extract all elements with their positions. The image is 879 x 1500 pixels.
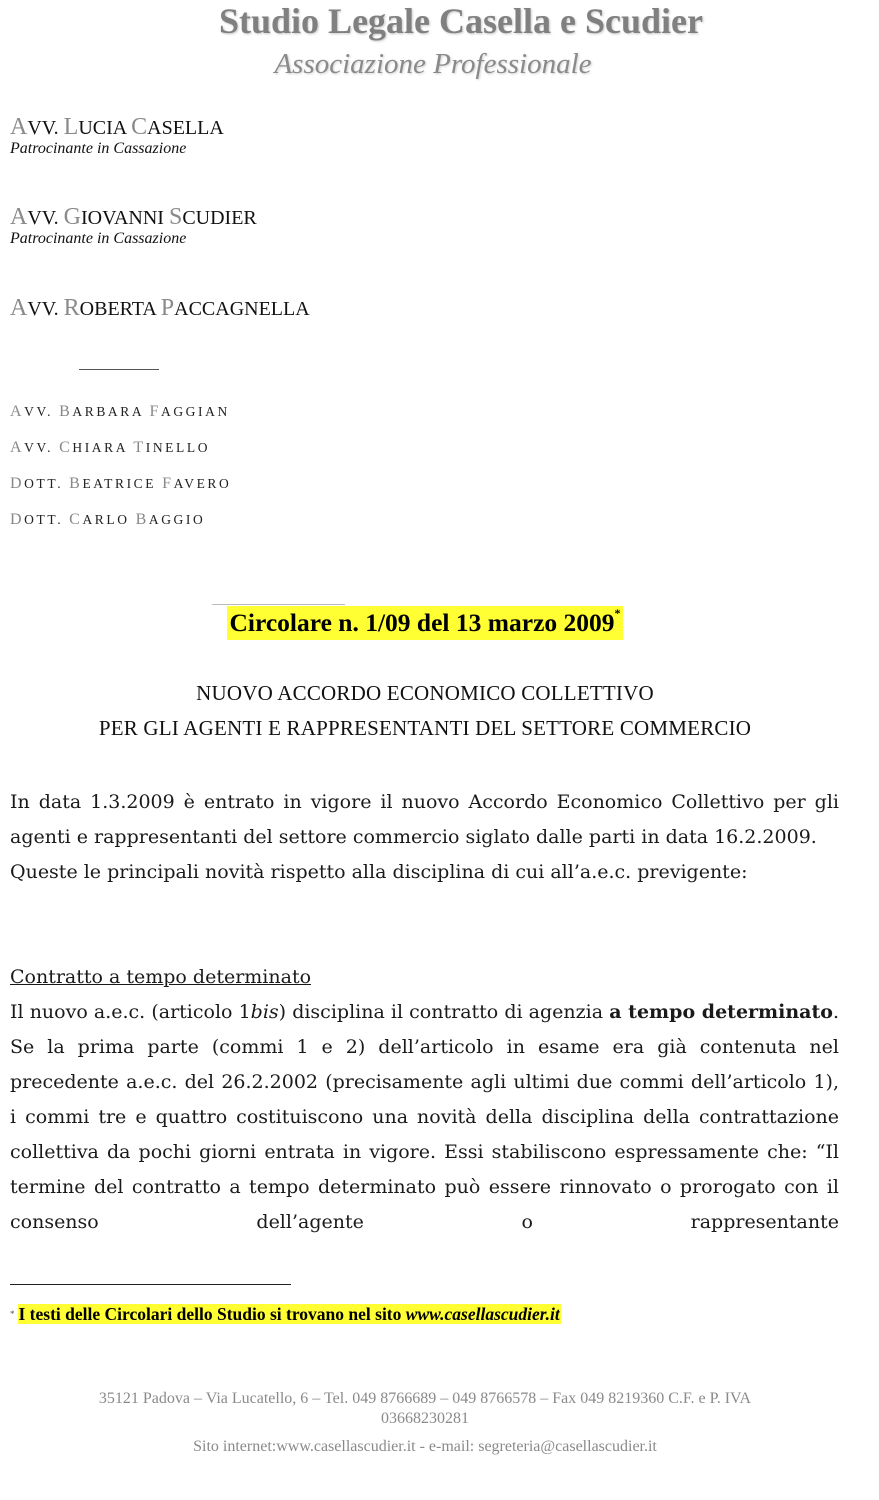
- footnote: * I testi delle Circolari dello Studio si trovano nel sito www.casellascudier.it: [10, 1304, 560, 1324]
- section-title: Contratto a tempo determinato: [10, 966, 312, 988]
- footnote-mark: *: [10, 1309, 15, 1319]
- separator-line: [79, 369, 159, 370]
- firm-subtitle: Associazione Professionale: [274, 48, 592, 80]
- footer-address-1: 35121 Padova – Via Lucatello, 6 – Tel. 049 8766689 – 049 8766578 – Fax 049 8219360 C.F. e P. IVA: [98, 1390, 752, 1407]
- associate-baggio: DOTT. CARLO BAGGIO: [10, 511, 206, 528]
- partner-role: Patrocinante in Cassazione: [10, 140, 187, 157]
- section-paragraph: Il nuovo a.e.c. (articolo 1bis) disciplina il contratto di agenzia a tempo determinato. Se la prima parte (commi 1 e 2) dell’articolo in esame era già contenuta nel precedente a.e.c. del 26.2.2002 (precisamente agli ultimi due commi dell’articolo 1), i commi tre e quattro costituiscono una novità della disciplina della contrattazione collettiva da pochi giorni entrata in vigore. Essi stabiliscono espressamente che: “Il termine del contratto a tempo determinato può essere rinnovato o prorogato con il consenso dell’agente o rappresentante: [10, 1001, 839, 1233]
- partner-paccagnella: [10, 296, 310, 321]
- heading-line-1: NUOVO ACCORDO ECONOMICO COLLETTIVO: [196, 681, 654, 705]
- footnote-rule: [10, 1284, 291, 1285]
- associate-favero: DOTT. BEATRICE FAVERO: [10, 475, 232, 492]
- heading-line-2: PER GLI AGENTI E RAPPRESENTANTI DEL SETTORE COMMERCIO: [98, 716, 752, 740]
- firm-name: Studio Legale Casella e Scudier: [219, 1, 703, 41]
- intro-paragraph-2: Queste le principali novità rispetto alla disciplina di cui all’a.e.c. previgente:: [10, 861, 748, 883]
- footer-address-2: 03668230281: [381, 1410, 469, 1427]
- partner-name: AVV. LUCIA CASELLA: [10, 114, 224, 140]
- footnote-ref: *: [614, 606, 621, 620]
- body-intro: [10, 785, 839, 890]
- associate-faggian: AVV. BARBARA FAGGIAN: [10, 403, 230, 420]
- title-rule: [212, 604, 345, 605]
- footer-web: Sito internet:www.casellascudier.it - e-mail: segreteria@casellascudier.it: [193, 1438, 657, 1455]
- partner-name: AVV. ROBERTA PACCAGNELLA: [10, 295, 310, 321]
- body-section: [10, 960, 839, 1240]
- associate-tinello: AVV. CHIARA TINELLO: [10, 439, 211, 456]
- partner-casella: [10, 115, 224, 158]
- circular-title-wrap: [0, 606, 850, 640]
- partner-scudier: [10, 205, 257, 248]
- partner-role: Patrocinante in Cassazione: [10, 230, 187, 247]
- circular-title: Circolare n. 1/09 del 13 marzo 2009*: [227, 606, 622, 640]
- footnote-link[interactable]: www.casellascudier.it: [405, 1304, 560, 1324]
- intro-paragraph: In data 1.3.2009 è entrato in vigore il nuovo Accordo Economico Collettivo per gli agenti e rappresentanti del settore commercio siglato dalle parti in data 16.2.2009.: [10, 791, 839, 848]
- partner-name: AVV. GIOVANNI SCUDIER: [10, 204, 257, 230]
